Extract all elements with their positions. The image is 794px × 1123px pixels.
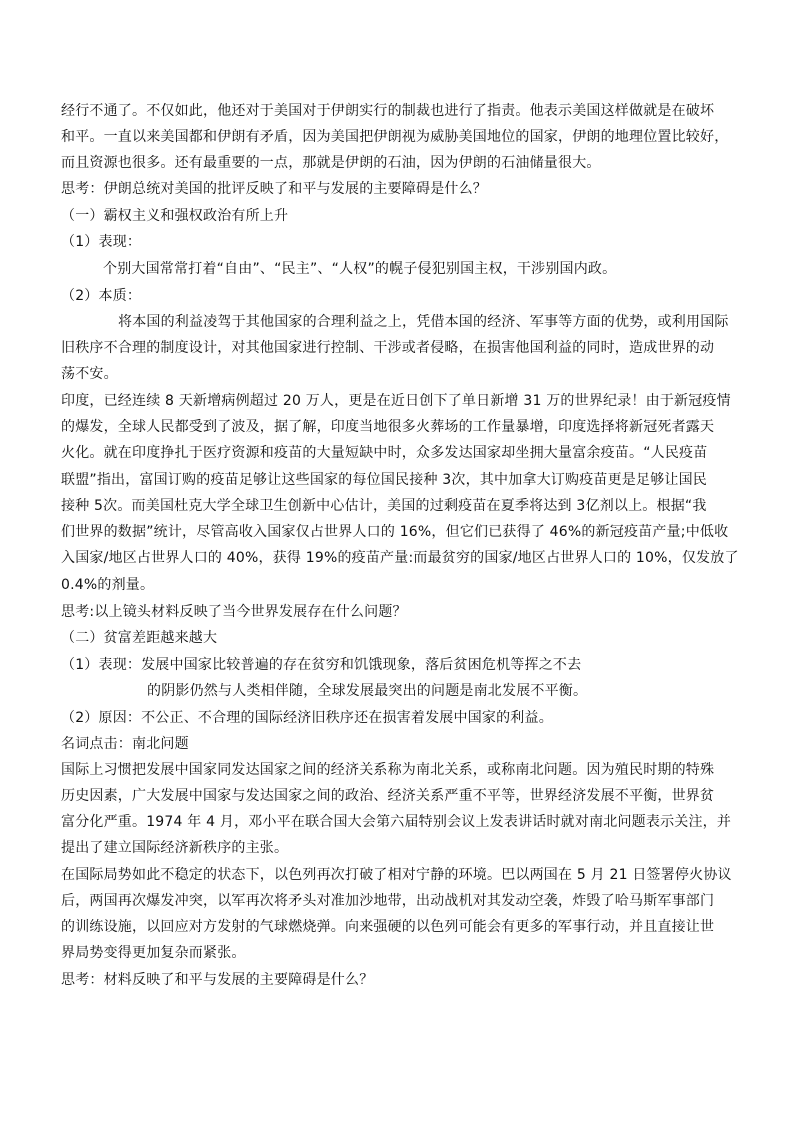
text-line: 个别大国常常打着“自由”、“民主”、“人权”的幌子侵犯别国主权，干涉别国内政。 <box>103 261 617 277</box>
text-line: 富分化严重。1974 年 4 月，邓小平在联合国大会第六届特别会议上发表讲话时就对南北问题表示关注，并 <box>61 814 732 830</box>
section-heading: （二）贫富差距越来越大 <box>61 630 218 646</box>
text-line: 的训练设施，以回应对方发射的气球燃烧弹。向来强硬的以色列可能会有更多的军事行动，并且直接让世 <box>61 919 715 935</box>
text-line: 的爆发，全球人民都受到了波及，据了解，印度当地很多火葬场的工作量暴增，印度选择将新冠死者露天 <box>61 419 715 435</box>
text-line: （2）原因：不公正、不合理的国际经济旧秩序还在损害着发展中国家的利益。 <box>61 710 553 726</box>
question-line: 思考:以上镜头材料反映了当今世界发展存在什么问题？ <box>61 604 407 620</box>
text-line: 接种 5次。而美国杜克大学全球卫生创新中心估计，美国的过剩疫苗在夏季将达到 3亿剂以上。根据“我 <box>61 498 707 514</box>
text-line: 们世界的数据”统计，尽管高收入国家仅占世界人口的 16%，但它们已获得了 46%的新冠疫苗产量;中低收 <box>61 524 729 540</box>
text-line: 入国家/地区占世界人口的 40%，获得 19%的疫苗产量:而最贫穷的国家/地区占世界人口的 10%，仅发放了 <box>61 550 739 566</box>
text-line: 界局势变得更加复杂而紧张。 <box>61 945 246 961</box>
text-line: （1）表现：发展中国家比较普遍的存在贫穷和饥饿现象，落后贫困危机等挥之不去 <box>61 657 582 673</box>
text-line: 后，两国再次爆发冲突，以军再次将矛头对准加沙地带，出动战机对其发动空袭，炸毁了哈马斯军事部门 <box>61 893 715 909</box>
text-line: 将本国的利益凌驾于其他国家的合理利益之上，凭借本国的经济、军事等方面的优势，或利用国际 <box>118 314 729 330</box>
text-line: 印度，已经连续 8 天新增病例超过 20 万人，更是在近日创下了单日新增 31 万的世界纪录！由于新冠疫情 <box>61 393 731 409</box>
text-line: 历史因素，广大发展中国家与发达国家之间的政治、经济关系严重不平等，世界经济发展不平衡，世界贫 <box>61 788 715 804</box>
subheading: （1）表现： <box>61 234 142 250</box>
text-line: 经行不通了。不仅如此，他还对于美国对于伊朗实行的制裁也进行了指责。他表示美国这样做就是在破坏 <box>61 103 715 119</box>
text-line: 提出了建立国际经济新秩序的主张。 <box>61 840 289 856</box>
text-line: 荡不安。 <box>61 366 118 382</box>
text-line: 而且资源也很多。还有最重要的一点，那就是伊朗的石油，因为伊朗的石油储量很大。 <box>61 155 601 171</box>
text-line: 在国际局势如此不稳定的状态下，以色列再次打破了相对宁静的环境。巴以两国在 5 月 21 日签署停火协议 <box>61 867 732 883</box>
section-heading: （一）霸权主义和强权政治有所上升 <box>61 208 289 224</box>
text-line: 和平。一直以来美国都和伊朗有矛盾，因为美国把伊朗视为威胁美国地位的国家，伊朗的地理位置比较好， <box>61 129 729 145</box>
question-line: 思考：材料反映了和平与发展的主要障碍是什么？ <box>61 972 374 988</box>
text-line: 火化。就在印度挣扎于医疗资源和疫苗的大量短缺中时，众多发达国家却坐拥大量富余疫苗。“人民疫苗 <box>61 445 708 461</box>
text-line: 联盟”指出，富国订购的疫苗足够让这些国家的每位国民接种 3次，其中加拿大订购疫苗更是足够让国民 <box>61 472 708 488</box>
term-heading: 名词点击：南北问题 <box>61 736 189 752</box>
text-line: 的阴影仍然与人类相伴随，全球发展最突出的问题是南北发展不平衡。 <box>147 683 588 699</box>
text-line: 旧秩序不合理的制度设计，对其他国家进行控制、干涉或者侵略，在损害他国利益的同时，造成世界的动 <box>61 340 715 356</box>
text-line: 国际上习惯把发展中国家同发达国家之间的经济关系称为南北关系，或称南北问题。因为殖民时期的特殊 <box>61 762 715 778</box>
text-line: 0.4%的剂量。 <box>61 577 155 593</box>
subheading: （2）本质： <box>61 288 142 304</box>
question-line: 思考：伊朗总统对美国的批评反映了和平与发展的主要障碍是什么？ <box>61 181 487 197</box>
